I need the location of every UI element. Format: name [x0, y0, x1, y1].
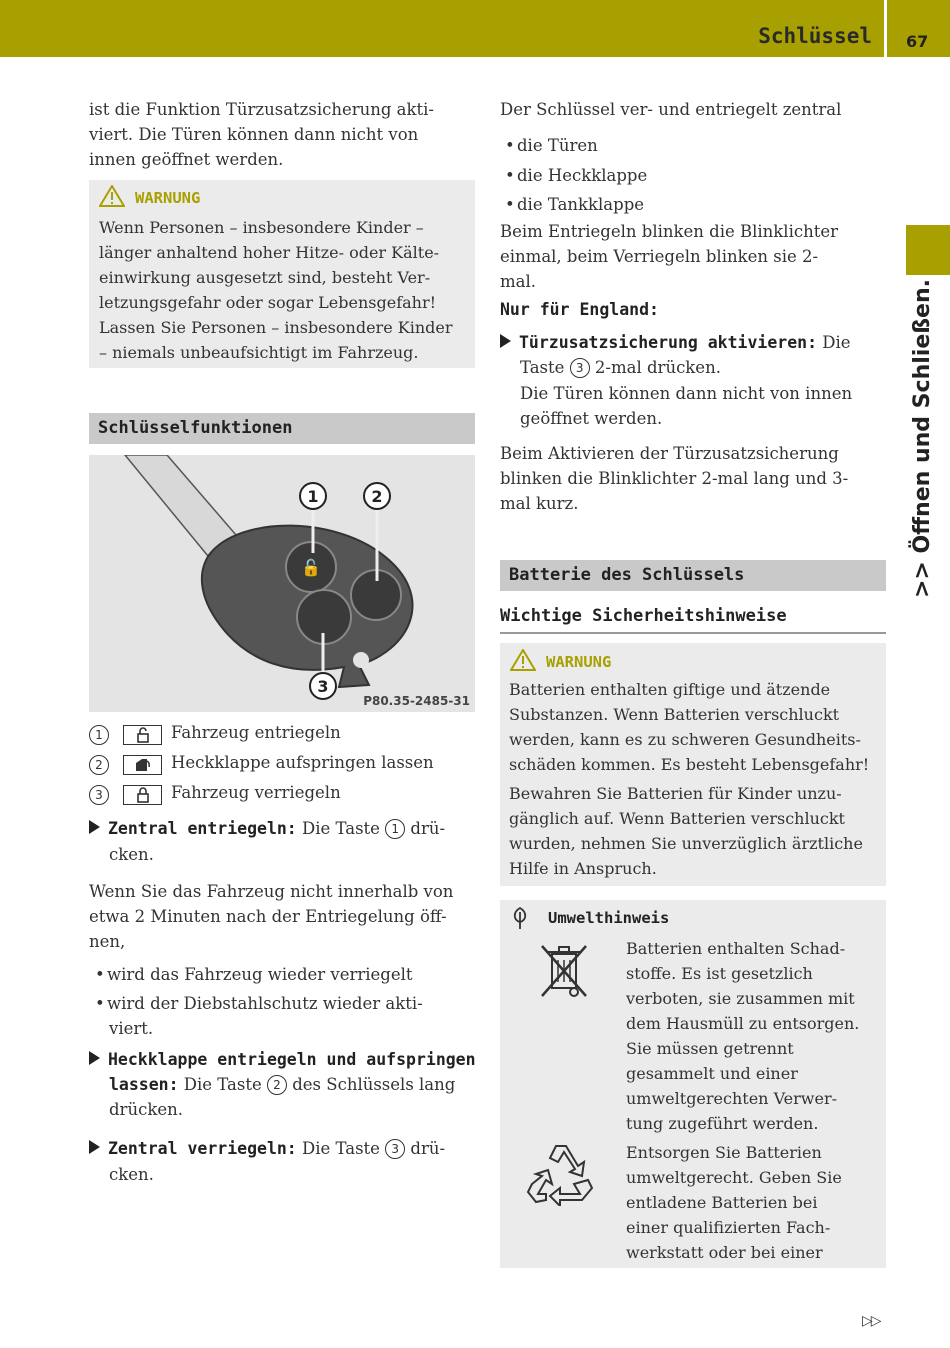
- callout-number: 3: [385, 1139, 405, 1159]
- text-line: mal kurz.: [500, 494, 579, 513]
- text-line: Beim Aktivieren der Türzusatzsicherung: [500, 444, 839, 463]
- text-line: viert. Die Türen können dann nicht von: [89, 125, 419, 144]
- header-divider: [884, 0, 887, 57]
- warning-title: WARNUNG: [135, 189, 201, 207]
- england-label: Nur für England:: [500, 300, 659, 319]
- blink-paragraph: [500, 219, 838, 294]
- deadlock-blink-paragraph: [500, 441, 848, 516]
- section-heading: Schlüsselfunktionen: [89, 413, 475, 444]
- image-code: P80.35-2485-31: [363, 694, 470, 708]
- warning-triangle-icon: [510, 649, 536, 671]
- step-arrow-icon: [89, 820, 100, 834]
- legend-text: Fahrzeug entriegeln: [171, 723, 341, 742]
- intro-paragraph: [89, 97, 434, 172]
- list-item: • wird der Diebstahlschutz wieder akti-: [95, 994, 423, 1013]
- step-label: Zentral verriegeln:: [108, 1139, 297, 1158]
- step-arrow-icon: [89, 1051, 100, 1065]
- section-heading: Batterie des Schlüssels: [500, 560, 886, 591]
- lock-icon: [123, 785, 162, 805]
- env-title: Umwelthinweis: [548, 909, 670, 927]
- svg-text:3: 3: [317, 677, 329, 696]
- step-text: Die Taste: [296, 819, 386, 838]
- list-item: • wird das Fahrzeug wieder verriegelt: [95, 965, 413, 984]
- warning-box: [89, 180, 475, 368]
- subheading: Wichtige Sicherheitshinweise: [500, 606, 886, 634]
- svg-text:2: 2: [371, 487, 383, 506]
- svg-text:1: 1: [307, 487, 319, 506]
- side-tab-marker: [906, 225, 950, 275]
- text-line: blinken die Blinklichter 2-mal lang und 3-: [500, 469, 849, 488]
- text-line: viert.: [109, 1019, 154, 1038]
- text-line: nen,: [89, 932, 126, 951]
- warning-text: [99, 215, 452, 365]
- bullet-list: [505, 131, 647, 220]
- unlock-icon: [123, 725, 162, 745]
- text-line: Wenn Sie das Fahrzeug nicht innerhalb von: [89, 882, 454, 901]
- step-label: Türzusatzsicherung aktivieren:: [519, 333, 818, 352]
- text-line: länger anhaltend hoher Hitze- oder Kälte-: [99, 243, 440, 262]
- step-text: drü-: [405, 819, 446, 838]
- page-number: 67: [906, 32, 929, 51]
- env-text-2: Entsorgen Sie Batterien umweltgerecht. Geben Sie entladene Batterien bei einer qualifizierten Fach- werkstatt oder bei einer: [626, 1143, 842, 1262]
- leaf-icon: [510, 906, 530, 930]
- central-locking-intro: Der Schlüssel ver- und entriegelt zentral: [500, 100, 842, 119]
- relock-paragraph: [89, 879, 453, 954]
- step-unlock: [89, 816, 479, 867]
- bullet-list: [95, 962, 423, 1041]
- legend-text: Heckklappe aufspringen lassen: [171, 753, 434, 772]
- text-line: Beim Entriegeln blinken die Blinklichter: [500, 222, 839, 241]
- text-line: etwa 2 Minuten nach der Entriegelung öff-: [89, 907, 447, 926]
- warning-box: [500, 643, 886, 886]
- step-text: cken.: [109, 845, 154, 864]
- recycling-icon: [526, 1140, 596, 1206]
- callout-number: 1: [89, 725, 109, 745]
- callout-number: 3: [570, 358, 590, 378]
- warning-title: WARNUNG: [546, 653, 612, 671]
- text-line: Lassen Sie Personen – insbesondere Kinder: [99, 318, 453, 337]
- step-text: Die Türen können dann nicht von innen: [520, 384, 853, 403]
- list-item: • die Tankklappe: [505, 195, 645, 214]
- step-label: lassen:: [109, 1075, 179, 1094]
- key-drawing: [89, 455, 475, 712]
- chapter-title: Schlüssel: [758, 24, 872, 48]
- text-line: ist die Funktion Türzusatzsicherung akti-: [89, 100, 434, 119]
- text-line: innen geöffnet werden.: [89, 150, 284, 169]
- list-item: • die Heckklappe: [505, 165, 648, 185]
- step-arrow-icon: [89, 1140, 100, 1154]
- key-illustration: [89, 455, 475, 712]
- crossed-bin-icon: [538, 942, 590, 1000]
- list-item: • die Türen: [505, 136, 598, 155]
- step-tailgate: Heckklappe entriegeln und aufspringen lassen: Die Taste 2 des Schlüssels lang drücken.: [89, 1047, 479, 1122]
- step-text: drücken.: [109, 1100, 183, 1119]
- warning-header: [99, 185, 200, 207]
- callout-3: [310, 673, 336, 699]
- callout-1: [300, 483, 326, 509]
- text-line: – niemals unbeaufsichtigt im Fahrzeug.: [99, 343, 419, 362]
- callout-number: 2: [267, 1075, 287, 1095]
- text-line: einmal, beim Verriegeln blinken sie 2-: [500, 247, 819, 266]
- tailgate-icon: [123, 755, 162, 775]
- warning-triangle-icon: [99, 185, 125, 207]
- step-text: cken.: [109, 1165, 154, 1184]
- text-line: Wenn Personen – insbesondere Kinder –: [99, 218, 424, 237]
- step-label: Zentral entriegeln:: [108, 819, 297, 838]
- legend-text: Fahrzeug verriegeln: [171, 783, 341, 802]
- step-deadlock: Türzusatzsicherung aktivieren: Die Taste 3 2-mal drücken. Die Türen können dann nicht von innen geöffnet werden.: [500, 330, 890, 431]
- step-text: geöffnet werden.: [520, 409, 663, 428]
- warning-header: [510, 649, 611, 671]
- env-text-1: Batterien enthalten Schad- stoffe. Es ist gesetzlich verboten, sie zusammen mit dem Hausmüll zu entsorgen. Sie müssen getrennt gesammelt und einer umweltgerechten Verwer- tung zugeführt werden.: [626, 939, 860, 1133]
- side-chapter-label: >> Öffnen und Schließen.: [910, 279, 935, 598]
- text-line: einwirkung ausgesetzt sind, besteht Ver-: [99, 268, 431, 287]
- environment-note-box: [500, 900, 886, 1268]
- warning-text: Batterien enthalten giftige und ätzende Substanzen. Wenn Batterien verschluckt werden, kann es zu schweren Gesundheits- schäden kommen. Es besteht Lebensgefahr! Bewahren Sie Batterien für Kinder unzu- gänglich auf. Wenn Batterien verschluckt wurden, nehmen Sie unverzüglich ärztliche Hilfe in Anspruch.: [509, 680, 870, 878]
- continue-arrows-icon: ▷▷: [862, 1313, 880, 1329]
- svg-text:🔓: 🔓: [301, 558, 321, 577]
- text-line: mal.: [500, 272, 537, 291]
- page-header: [0, 0, 950, 57]
- step-label: Heckklappe entriegeln und aufspringen: [108, 1050, 476, 1069]
- callout-2: [364, 483, 390, 509]
- callout-number: 2: [89, 755, 109, 775]
- callout-number: 3: [89, 785, 109, 805]
- text-line: letzungsgefahr oder sogar Lebensgefahr!: [99, 293, 437, 312]
- callout-number: 1: [385, 819, 405, 839]
- step-arrow-icon: [500, 334, 511, 348]
- step-lock: Zentral verriegeln: Die Taste 3 drü- cken.: [89, 1136, 479, 1187]
